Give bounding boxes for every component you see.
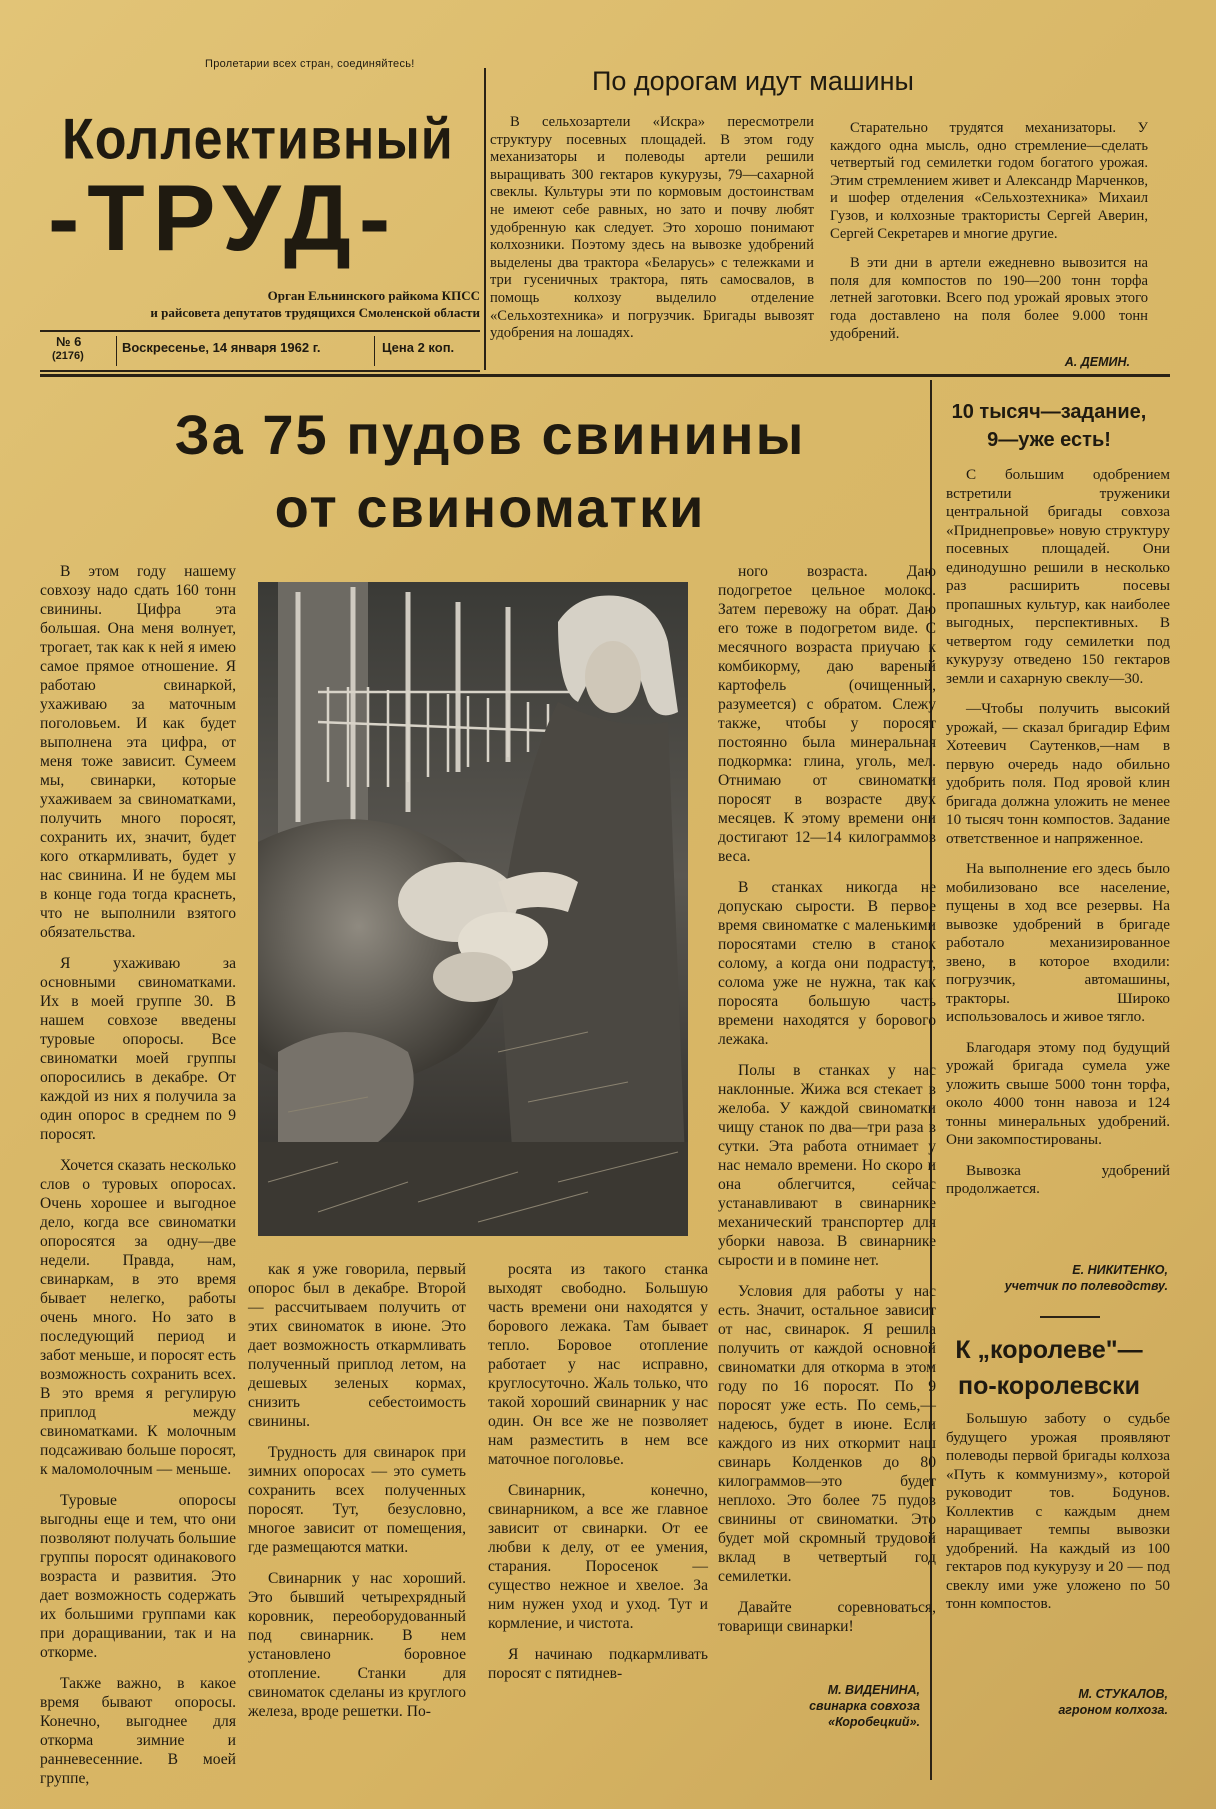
side-story2-body [946, 1410, 1170, 1614]
column-divider [484, 68, 486, 370]
paragraph: Старательно трудятся механизаторы. У каждого одна мысль, одно стремление—сделать четвертый год семилетки годом богатого урожая. Этим стремлением живет и Александр Марченков, и шофер отделения «Сельхозтехника» Михаил Гузов, и колхозные трактористы Сергей Аверин, Сергей Секретарев и многие другие. [830, 120, 1148, 242]
slogan: Пролетарии всех стран, соединяйтесь! [205, 58, 415, 70]
masthead-title-line2: -ТРУД- [48, 165, 399, 270]
paragraph: Я начинаю подкармливать поросят с пятиднев- [488, 1646, 708, 1682]
paragraph: Вывозка удобрений продолжается. [946, 1161, 1170, 1197]
headline-line2: 9—уже есть! [987, 429, 1111, 451]
signature-role: агроном колхоза. [1058, 1703, 1168, 1717]
side-story1-body [946, 466, 1170, 1199]
paragraph: Большую заботу о судьбе будущего урожая проявляют полеводы первой бригады колхоза «Путь к коммунизму», которой руководит тов. Бодунов. Коллектив с каждым днем наращивает темпы вывозки удобрений. На каждый из 100 гектаров под кукурузу и 20 — под свеклу ими уже уложено по 50 тонн компостов. [946, 1410, 1170, 1612]
main-headline-line1: За 75 пудов свинины [174, 403, 806, 466]
side-story1-headline [938, 398, 1160, 454]
signature-name: М. ВИДЕНИНА, [827, 1683, 920, 1697]
main-article-col2 [248, 1260, 466, 1721]
photo-woman-with-sow-icon [258, 582, 688, 1236]
issue-date: Воскресенье, 14 января 1962 г. [122, 340, 321, 355]
paragraph: Свинарник, конечно, свинарником, а все же главное зависит от свинарки. От ее любви к делу, от ее умения, старания. Поросенок — существо нежное и хвелое. За ним нужен уход и уход. Тут и кормление, и чистота. [488, 1482, 708, 1632]
paragraph: На выполнение его здесь было мобилизовано все население, пущены в ход все резервы. На вывозке удобрений в бригаде работало механизированное звено, в которое входили: погрузчик, автомашины, тракторы. Широко использовалось и живое тягло. [946, 860, 1170, 1025]
issue-number: № 6 [56, 334, 82, 349]
paragraph: В сельхозартели «Искра» пересмотрели структуру посевных площадей. В этом году механизаторы и полеводы артели решили выращивать 300 гектаров кукурузы, 79—сахарной свеклы. Культуры эти по кормовым достоинствам не имеют себе равных, но зато и почву любят удобренную как следует. Это хорошо понимают колхозники. Поэтому здесь на вывозке удобрений выделены два трактора «Беларусь» с тележками и три гусеничных трактора, пять самосвалов, в помощь колхозу выделило отделение «Сельхозтехника» и погрузчик. Бригады вывозят удобрения на лошадях. [490, 114, 814, 342]
signature-name: Е. НИКИТЕНКО, [1072, 1263, 1168, 1277]
main-article-col4 [718, 562, 936, 1636]
header-rule [40, 374, 1170, 377]
signature-role: свинарка совхоза «Коробецкий». [809, 1699, 920, 1729]
paragraph: ного возраста. Даю подогретое цельное молоко. Затем перевожу на обрат. Даю его тоже в подогретом виде. С месячного возраста приучаю к комбикорму, даю вареный картофель (очищенный, разумеется) с обратом. Слежу также, чтобы у поросят постоянно была минеральная подкормка: глина, уголь, мел. Отнимаю от свиноматки поросят в возрасте двух месяцев. К этому времени они достигают 12—14 килограммов веса. [718, 563, 936, 865]
top-story-col2 [830, 120, 1148, 343]
headline-line1: К „королеве"— [955, 1336, 1143, 1364]
separator-rule [1040, 1316, 1100, 1318]
main-article-col1 [40, 562, 236, 1788]
issue-price: Цена 2 коп. [382, 340, 455, 355]
paragraph: росята из такого станка выходят свободно. Большую часть времени они находятся у борового лежака. Там бывает тепло. Боровое отопление работает у нас исправно, круглосуточно. Жаль только, что такой хороший свинарник у нас один. Он все же не позволяет нам разместить в нем все маточное поголовье. [488, 1261, 708, 1468]
paragraph: —Чтобы получить высокий урожай, — сказал бригадир Ефим Хотеевич Саутенков,—нам в первую очередь надо обильно удобрить поля. Под яровой клин бригада должна уложить не менее 10 тысяч тонн компостов. Задание ответственное и напряженное. [946, 700, 1170, 847]
paragraph: С большим одобрением встретили труженики центральной бригады совхоза «Приднепровье» новую структуру посевных площадей. Они единодушно решили в несколько раз расширить посевы пропашных культур, как наиболее выгодных, перспективных. В четвертом году семилетки под кукурузу отведено 150 гектаров земли и сахарную свеклу—30. [946, 466, 1170, 687]
signature-role: учетчик по полеводству. [1004, 1279, 1168, 1293]
paragraph: Я ухаживаю за основными свиноматками. Их в моей группе 30. В нашем совхозе введены туровые опоросы. Все свиноматки моей группы опоросились в декабре. От каждой из них я получила за один опорос в среднем по 9 поросят. [40, 955, 236, 1143]
paragraph: Давайте соревноваться, товарищи свинарки! [718, 1599, 936, 1635]
paragraph: Условия для работы у нас есть. Значит, остальное зависит от нас, свинарок. Я решила получить от каждой основной свиноматки для откорма в этом году по 16 поросят. По 9 поросят уже есть. По семь,—надеюсь, будет в июне. Если каждого из них откормит наш свинарь Колденков до 80 килограммов—это будет неплохо. Это более 75 пудов свинины от свиноматки. Это будет мой скромный трудовой вклад в четвертый год семилетки. [718, 1283, 936, 1585]
signature-name: М. СТУКАЛОВ, [1078, 1687, 1168, 1701]
side-story2-headline [938, 1332, 1160, 1404]
masthead-organ [40, 287, 480, 321]
top-story-headline: По дорогам идут машины [592, 66, 914, 96]
paragraph: В станках никогда не допускаю сырости. В первое время свиноматке с маленькими поросятами стелю в станок солому, а когда они подрастут, солома уже не нужна, так как поросята большую часть времени находятся у борового лежака. [718, 879, 936, 1048]
organ-line2: и райсовета депутатов трудящихся Смоленской области [150, 305, 480, 320]
main-article-col3 [488, 1260, 708, 1683]
divider [374, 336, 375, 366]
paragraph: Благодаря этому под будущий урожай бригада сумела уже уложить свыше 5000 тонн торфа, около 4000 тонн навоза и 124 тонны минеральных удобрений. Они закомпостированы. [946, 1038, 1170, 1148]
paragraph: как я уже говорила, первый опорос был в декабре. Второй — рассчитываем получить от этих свиноматок в июне. Это дает возможность откармливать полученный приплод летом, на дешевых зеленых кормах, снизить себестоимость свинины. [248, 1261, 466, 1430]
masthead-title-line1: Коллективный [62, 108, 454, 172]
organ-line1: Орган Ельнинского райкома КПСС [267, 288, 480, 303]
main-article-signature [730, 1682, 920, 1730]
main-headline [110, 398, 870, 544]
paragraph: В эти дни в артели ежедневно вывозится на поля для компостов по 190—200 тонн торфа летней заготовки. Всего под урожай яровых этого года доставлено на поля более 9.000 тонн удобрений. [830, 255, 1148, 342]
side-story2-signature [960, 1686, 1168, 1718]
paragraph: Трудность для свинарок при зимних опоросах — это суметь сохранить всех полученных поросят. Тут, безусловно, многое зависит от помещения, где размещаются матки. [248, 1444, 466, 1556]
headline-line2: по-королевски [957, 1372, 1141, 1400]
paragraph: Полы в станках у нас наклонные. Жижа вся стекает в желоба. У каждой свиноматки чищу станок по два—три раза в сутки. Эта работа отнимает у нас немало времени. Но скоро и она облегчится, сейчас устанавливают в свинарнике механический транспортер для уборки навоза. В свинарнике сырости и в помине нет. [718, 1062, 936, 1269]
divider [116, 336, 117, 366]
paragraph: Туровые опоросы выгодны еще и тем, что они позволяют получать большие группы поросят одинакового возраста и развития. Это дает возможность содержать их большими группами как при доращивании, так и на откорме. [40, 1492, 236, 1661]
paragraph: Хочется сказать несколько слов о туровых опоросах. Очень хорошее и выгодное дело, когда все свиноматки опоросятся за одну—две недели. Правда, нам, свинаркам, в это время бывает нелегко, работы очень много. Но зато в последующий период и забот меньше, и поросят есть возможность сохранить всех. В это время я регулирую приплод между свиноматками. К молочным подсаживаю больше поросят, к маломолочным — меньше. [40, 1157, 236, 1478]
top-story-col1 [490, 114, 814, 343]
side-story1-signature [960, 1262, 1168, 1294]
issue-bar [40, 330, 480, 372]
paragraph: В этом году нашему совхозу надо сдать 160 тонн свинины. Цифра эта большая. Она меня волнует, трогает, так как к ней я имею самое прямое отношение. Я работаю свинаркой, ухаживаю за маточным поголовьем. И как будет выполнена эта цифра, от меня тоже зависит. Сумеем мы, свинарки, которые ухаживаем за свиноматками, получить много поросят, сохранить их, значит, будет кого откармливать, будет у нас свинина. И не будем мы в конце года тогда краснеть, что не выполнили взятого обязательства. [40, 563, 236, 941]
headline-line1: 10 тысяч—задание, [951, 401, 1147, 423]
paragraph: Свинарник у нас хороший. Это бывший четырехрядный коровник, переоборудованный под свинарник. В нем установлено боровное отопление. Станки для свиноматок сделаны из круглого железа, вроде решетки. По- [248, 1570, 466, 1720]
issue-total: (2176) [52, 350, 84, 362]
top-story-signature: А. ДЕМИН. [1064, 355, 1130, 369]
main-headline-line2: от свиноматки [274, 476, 706, 539]
paragraph: Также важно, в какое время бывают опоросы. Конечно, выгоднее для откорма зимние и ранневесенние. В моей группе, [40, 1675, 236, 1787]
